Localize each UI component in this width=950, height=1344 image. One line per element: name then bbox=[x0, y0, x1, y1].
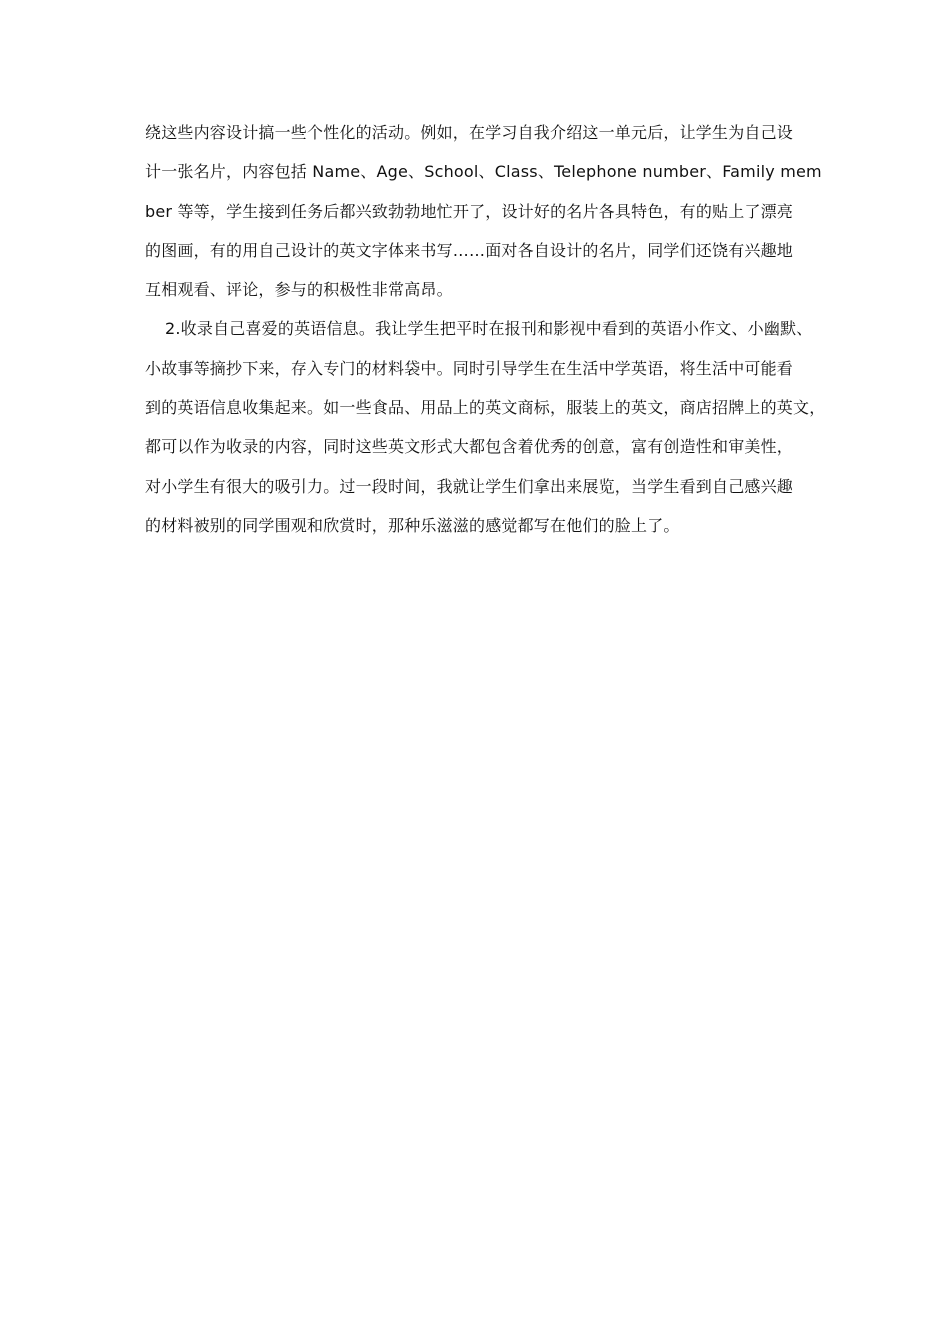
paragraph-line: 2.收录自己喜爱的英语信息。我让学生把平时在报刊和影视中看到的英语小作文、小幽默、 bbox=[165, 319, 813, 339]
paragraph-line: 小故事等摘抄下来，存入专门的材料袋中。同时引导学生在生活中学英语，将生活中可能看 bbox=[145, 358, 794, 378]
paragraph-line: 互相观看、评论，参与的积极性非常高昂。 bbox=[145, 280, 453, 300]
paragraph-1 bbox=[145, 113, 822, 309]
paragraph-line: 的材料被别的同学围观和欣赏时，那种乐滋滋的感觉都写在他们的脸上了。 bbox=[145, 515, 680, 535]
paragraph-line: ber 等等，学生接到任务后都兴致勃勃地忙开了，设计好的名片各具特色，有的贴上了漂亮 bbox=[145, 201, 794, 221]
document-body bbox=[145, 113, 826, 545]
paragraph-line: 到的英语信息收集起来。如一些食品、用品上的英文商标，服装上的英文，商店招牌上的英文， bbox=[145, 398, 826, 418]
paragraph-line: 绕这些内容设计搞一些个性化的活动。例如，在学习自我介绍这一单元后，让学生为自己设 bbox=[145, 123, 794, 142]
paragraph-line: 的图画，有的用自己设计的英文字体来书写……面对各自设计的名片，同学们还饶有兴趣地 bbox=[145, 240, 794, 260]
paragraph-line: 对小学生有很大的吸引力。过一段时间，我就让学生们拿出来展览，当学生看到自己感兴趣 bbox=[145, 476, 794, 496]
paragraph-line: 计一张名片，内容包括 Name、Age、School、Class、Telephone number、Family mem bbox=[145, 162, 822, 182]
paragraph-line: 都可以作为收录的内容，同时这些英文形式大都包含着优秀的创意，富有创造性和审美性， bbox=[145, 437, 794, 457]
paragraph-2 bbox=[145, 309, 826, 545]
